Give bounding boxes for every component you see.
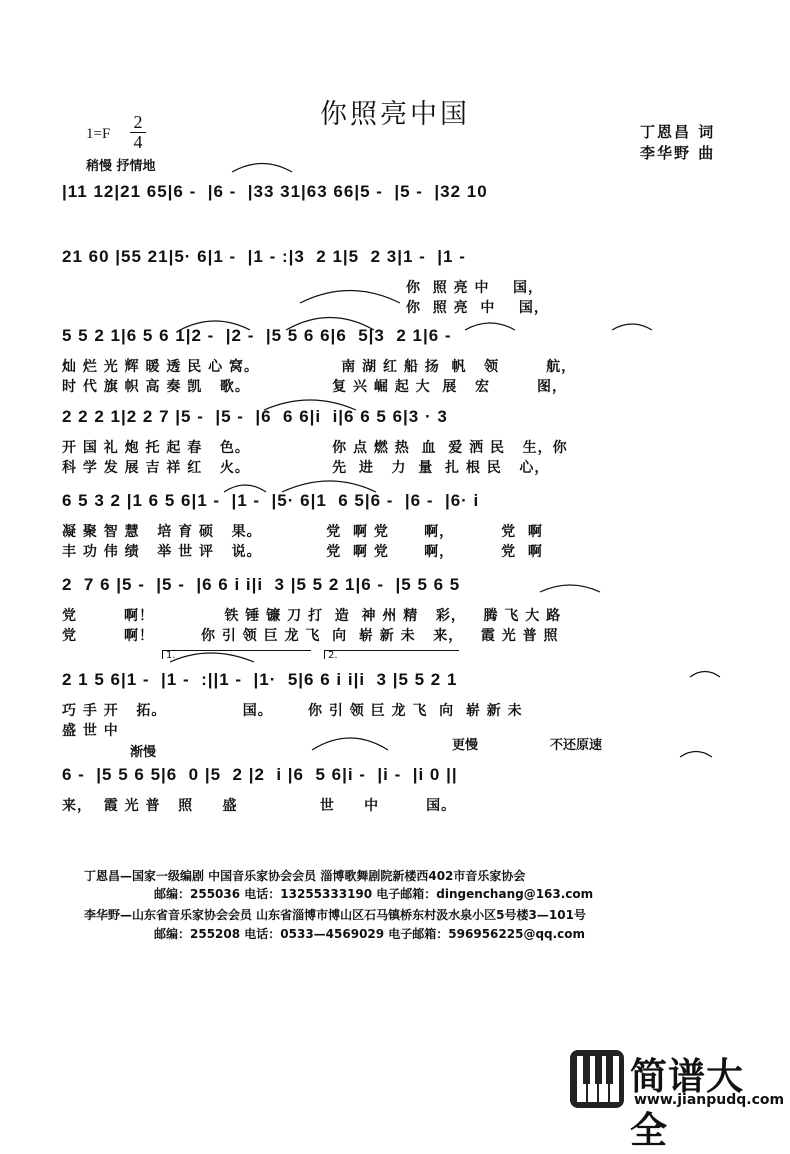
logo-text: 简谱大全 xyxy=(630,1055,744,1152)
lyrics-verse-1: 党 啊！ 铁 锤 镰 刀 打 造 神 州 精 彩， 腾 飞 大 路 xyxy=(62,608,562,624)
logo-url: www.jianpudq.com xyxy=(634,1092,785,1108)
lyrics-verse-2: 丰 功 伟 绩 举 世 评 说。 党 啊 党 啊， 党 啊 xyxy=(62,544,543,560)
lyrics-verse-1: 凝 聚 智 慧 培 育 硕 果。 党 啊 党 啊， 党 啊 xyxy=(62,524,543,540)
lyrics-verse-1: 你 照 亮 中 国， xyxy=(406,280,543,296)
tempo-more-slow: 更慢 xyxy=(452,738,479,753)
score-row-2 xyxy=(62,237,742,317)
expression-mark: 稍慢 抒情地 xyxy=(86,159,156,174)
volta-first: 1. xyxy=(162,650,311,659)
piano-icon xyxy=(568,1048,626,1110)
time-signature-top: 2 xyxy=(133,112,143,132)
notes: 21 60 |55 21|5· 6|1 - |1 - :|3 2 1|5 2 3|1 - |1 - xyxy=(62,247,466,266)
footer-composer-contact: 邮编：255208 电话：0533—4569029 电子邮箱：596956225@qq.com xyxy=(154,927,586,941)
lyrics-verse-1: 开 国 礼 炮 托 起 春 色。 你 点 燃 热 血 爱 洒 民 生，你 xyxy=(62,440,568,456)
notes: 2 2 2 1|2 2 7 |5 - |5 - |6 6 6|i i|6 6 5 6|3 · 3 xyxy=(62,407,448,426)
key-signature: 1=F xyxy=(86,126,111,142)
slur xyxy=(232,164,292,173)
time-signature-bottom: 4 xyxy=(133,132,143,152)
lyrics-verse-1: 来， 霞 光 普 照 盛 世 中 国。 xyxy=(62,798,457,814)
site-logo[interactable] xyxy=(568,1048,785,1152)
score-row-4 xyxy=(62,397,742,477)
score-row-8 xyxy=(62,755,742,815)
notes: 2 1 5 6|1 - |1 - :||1 - |1· 5|6 6 i i|i 3 |5 5 2 1 xyxy=(62,670,458,689)
volta-second: 2. xyxy=(324,650,459,659)
lyrics-verse-2: 你 照 亮 中 国， xyxy=(406,300,549,316)
score-row-7 xyxy=(62,660,742,740)
notes: |11 12|21 65|6 - |6 - |33 31|63 66|5 - |5 - |32 10 xyxy=(62,182,488,201)
lyrics-verse-2: 科 学 发 展 吉 祥 红 火。 先 进 力 量 扎 根 民 心， xyxy=(62,460,550,476)
lyrics-verse-1: 灿 烂 光 辉 暖 透 民 心 窝。 南 湖 红 船 扬 帆 领 航， xyxy=(62,359,577,375)
notes: 2 7 6 |5 - |5 - |6 6 i i|i 3 |5 5 2 1|6 - |5 5 6 5 xyxy=(62,575,461,594)
footer-lyricist-contact: 邮编：255036 电话：13255333190 电子邮箱：dingenchang@163.com xyxy=(154,887,594,901)
tempo-slower: 渐慢 xyxy=(130,745,157,760)
notes: 6 - |5 5 6 5|6 0 |5 2 |2 i |6 5 6|i - |i - |i 0 || xyxy=(62,765,458,784)
lyrics-verse-2: 时 代 旗 帜 高 奏 凯 歌。 复 兴 崛 起 大 展 宏 图， xyxy=(62,379,567,395)
lyricist: 丁恩昌 词 xyxy=(640,123,716,141)
song-title: 你照亮中国 xyxy=(320,99,470,130)
composer: 李华野 曲 xyxy=(640,144,716,162)
lyrics-verse-2: 党 啊！ 你 引 领 巨 龙 飞 向 崭 新 未 来， 霞 光 普 照 xyxy=(62,628,559,644)
tempo-no-return: 不还原速 xyxy=(550,738,603,753)
time-signature xyxy=(130,114,146,151)
notes: 6 5 3 2 |1 6 5 6|1 - |1 - |5· 6|1 6 5|6 - |6 - |6· i xyxy=(62,491,480,510)
lyrics-verse-1: 巧 手 开 拓。 国。 你 引 领 巨 龙 飞 向 崭 新 未 xyxy=(62,703,523,719)
score-row-1 xyxy=(62,172,742,212)
notes: 5 5 2 1|6 5 6 1|2 - |2 - |5 5 6 6|6 5|3 2 1|6 - xyxy=(62,326,452,345)
lyrics-verse-2: 盛 世 中 xyxy=(62,723,119,739)
score-row-5 xyxy=(62,481,742,561)
footer-lyricist-info: 丁恩昌—国家一级编剧 中国音乐家协会会员 淄博歌舞剧院新楼西402市音乐家协会 xyxy=(84,869,526,883)
score-row-6 xyxy=(62,565,742,645)
footer-composer-info: 李华野—山东省音乐家协会会员 山东省淄博市博山区石马镇桥东村汲水泉小区5号楼3—101号 xyxy=(84,908,586,922)
score-row-3 xyxy=(62,316,742,396)
